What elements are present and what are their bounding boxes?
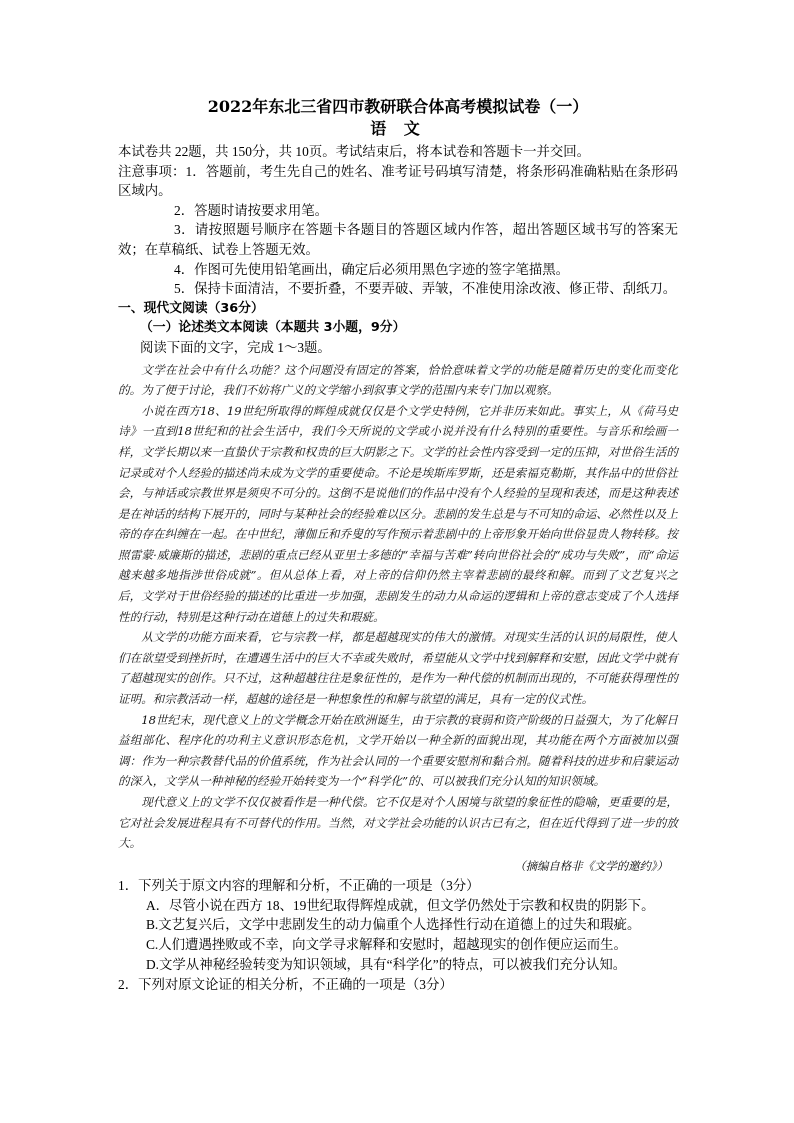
reading-instruction: 阅读下面的文字，完成 1～3题。 (140, 339, 331, 355)
subject-title: 语 文 (370, 119, 426, 138)
notice-item-3: 3．请按照题号顺序在答题卡各题目的答题区域内作答，超出答题区域书写的答案无效；在草稿纸、试卷上答题无效。 (118, 222, 678, 257)
article-paragraph-2: 小说在西方18、19世纪所取得的辉煌成就仅仅是个文学史特例，它并非历来如此。事实上，从《荷马史诗》一直到18世纪和的社会生活中，我们今天所说的文学或小说并没有什么特别的重要性。与音乐和绘画一样，文学长期以来一直蛰伏于宗教和权贵的巨大阴影之下。文学的社会性内容受到一定的压抑，对世俗生活的记录或对个人经验的描述尚未成为文学的重要使命。不论是埃斯库罗斯，还是索福克勒斯，其作品中的世俗社会，与神话或宗教世界是须臾不可分的。这倒不是说他们的作品中没有个人经验的呈现和表述，而是这种表述是在神话的结构下展开的，同时与某种社会的经验难以区分。悲剧的发生总是与不可知的命运、必然性以及上帝的存在纠缠在一起。在中世纪，薄伽丘和乔叟的写作预示着悲剧中的上帝形象开始向世俗显贵人物转移。按照雷蒙·威廉斯的描述，悲剧的重点已经从亚里士多德的“幸福与苦难”转向世俗社会的“成功与失败”，而“命运越来越多地指涉世俗成就”。但从总体上看，对上帝的信仰仍然主宰着悲剧的最终和解。而到了文艺复兴之后，文学对于世俗经验的描述的比重进一步加强，悲剧发生的动力从命运的逻辑和上帝的意志变成了个人选择性的行动，特别是这种行动在道德上的过失和瑕疵。 (118, 403, 678, 624)
question-1-option-d: D.文学从神秘经验转变为知识领域，具有“科学化”的特点，可以被我们充分认知。 (146, 956, 627, 972)
question-1-option-b: B.文艺复兴后，文学中悲剧发生的动力偏重个人选择性行动在道德上的过失和瑕疵。 (146, 917, 641, 933)
question-1-option-c: C.人们遭遇挫败或不幸，向文学寻求解释和安慰时，超越现实的创作便应运而生。 (146, 937, 627, 953)
exam-info-line: 本试卷共 22题，共 150分，共 10页。考试结束后，将本试卷和答题卡一并交回。 (118, 144, 591, 159)
exam-title: 2022年东北三省四市教研联合体高考模拟试卷（一） (207, 97, 589, 116)
question-1: 1．下列关于原文内容的理解和分析，不正确的一项是（3分） (118, 877, 480, 893)
notice-item-2: 2．答题时请按要求用笔。 (174, 202, 328, 218)
article-paragraph-1: 文学在社会中有什么功能？这个问题没有固定的答案，恰恰意味着文学的功能是随着历史的变化而变化的。为了便于讨论，我们不妨将广义的文学缩小到叙事文学的范围内来专门加以观察。 (118, 362, 678, 398)
exam-page (118, 96, 678, 995)
section-heading: 一、现代文阅读（36分） (118, 300, 264, 316)
question-2: 2．下列对原文论证的相关分析，不正确的一项是（3分） (118, 976, 453, 992)
notice-item-4: 4．作图可先使用铅笔画出，确定后必须用黑色字迹的签字笔描黑。 (174, 261, 570, 277)
article-paragraph-5: 现代意义上的文学不仅仅被看作是一种代偿。它不仅是对个人困境与欲望的象征性的隐喻，更重要的是，它对社会发展进程具有不可替代的作用。当然，对文学社会功能的认识古已有之，但在近代得到了进一步的放大。 (118, 795, 678, 851)
article-paragraph-4: 18世纪末，现代意义上的文学概念开始在欧洲诞生，由于宗教的衰弱和资产阶级的日益强大，为了化解日益组部化、程序化的功利主义意识形态危机，文学开始以一种全新的面貌出现，其功能在两个方面被加以强调：作为一种宗教替代品的价值系统，作为社会认同的一个重要安慰剂和黏合剂。随着科技的进步和启蒙运动的深入，文学从一种神秘的经验开始转变为一个“科学化”的、可以被我们充分认知的知识领域。 (118, 712, 678, 789)
question-1-option-a: A．尽管小说在西方 18、19世纪取得辉煌成就，但文学仍然处于宗教和权贵的阴影下。 (146, 897, 655, 913)
notice-item-1: 注意事项：1．答题前，考生先自己的姓名、准考证号码填写清楚，将条形码准确粘贴在条形码区域内。 (118, 163, 678, 199)
notice-item-5: 5．保持卡面清洁，不要折叠，不要弄破、弄皱，不准使用涂改液、修正带、刮纸刀。 (174, 281, 677, 297)
article-paragraph-3: 从文学的功能方面来看，它与宗教一样，都是超越现实的伟大的激情。对现实生活的认识的局限性，使人们在欲望受到挫折时，在遭遇生活中的巨大不幸或失败时，希望能从文学中找到解释和安慰，因此文学中就有了超越现实的创作。只不过，这种超越往往是象征性的，是作为一种代偿的机制而出现的，不可能获得理性的证明。和宗教活动一样，超越的途径是一种想象性的和解与欲望的满足，具有一定的仪式性。 (118, 630, 678, 707)
subsection-heading: （一）论述类文本阅读（本题共 3小题，9分） (140, 320, 406, 336)
article-source: （摘编自格非《文学的邀约》） (514, 858, 668, 873)
